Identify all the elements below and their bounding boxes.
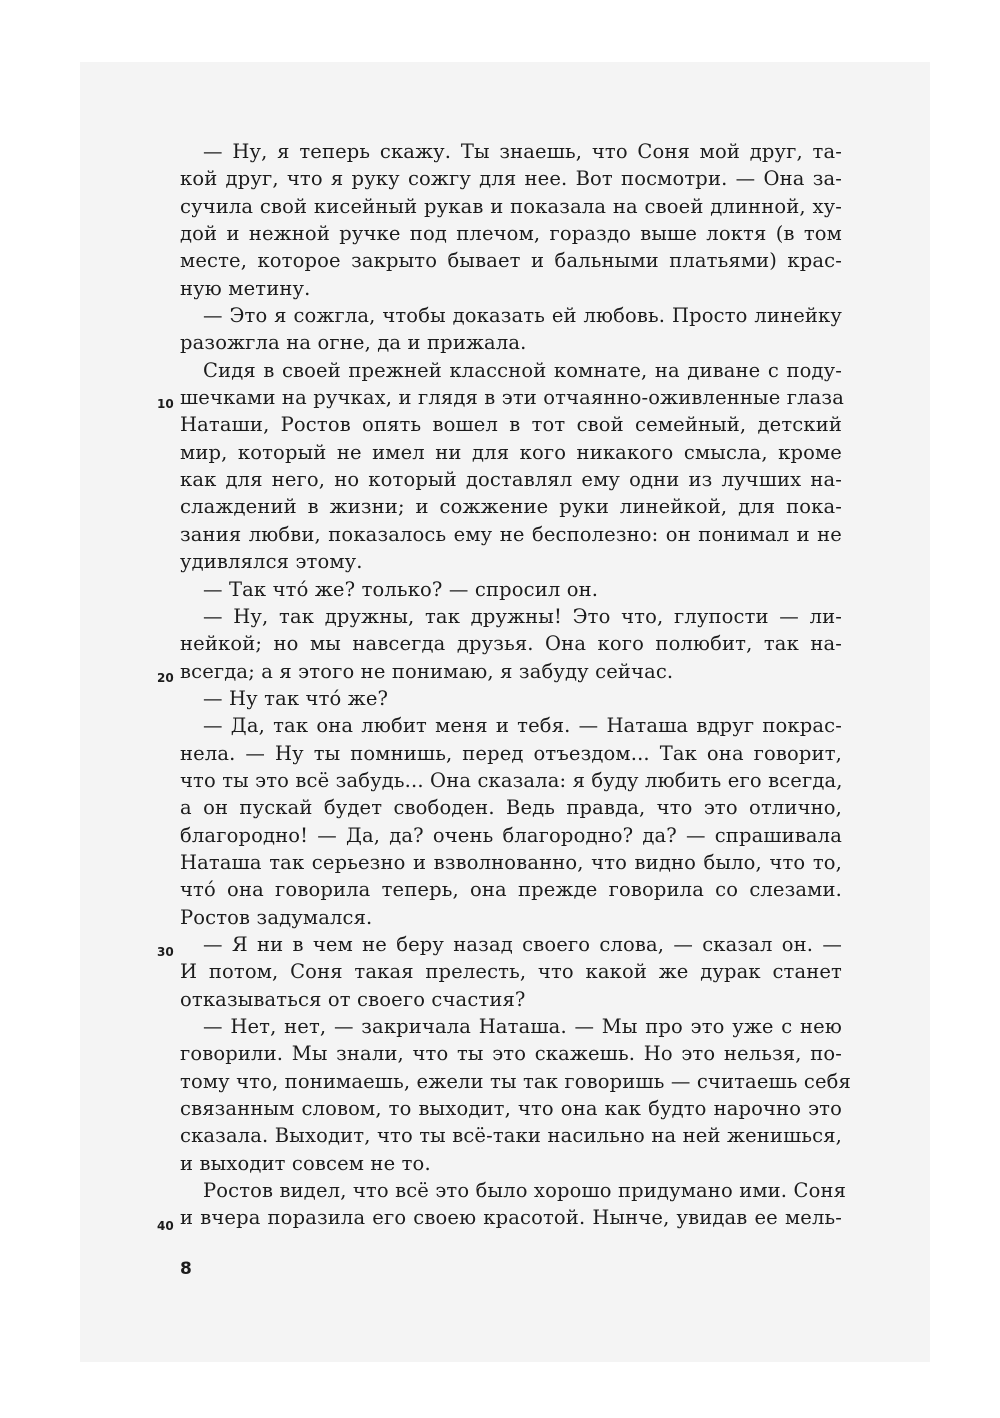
text-line: нейкой; но мы навсегда друзья. Она кого полюбит, так на-	[180, 632, 842, 656]
text-line: мир, который не имел ни для кого никакого смысла, кроме	[180, 440, 842, 464]
text-line: тому что, понимаешь, ежели ты так говоришь — считаешь себя	[180, 1069, 852, 1093]
text-line: слаждений в жизни; и сожжение руки линейкой, для пока-	[180, 495, 842, 519]
text-line: кой друг, что я руку сожгу для нее. Вот посмотри. — Она за-	[180, 167, 842, 191]
text-line: — Да, так она любит меня и тебя. — Наташа вдруг покрас-	[203, 714, 842, 738]
text-line: благородно! — Да, да? очень благородно? да? — спрашивала	[180, 823, 842, 847]
text-line: и вчера поразила его своею красотой. Нынче, увидав ее мель-	[180, 1206, 842, 1230]
text-line: месте, которое закрыто бывает и бальными платьями) крас-	[180, 249, 842, 273]
text-line: связанным словом, то выходит, что она как будто нарочно это	[180, 1097, 842, 1121]
text-line: — Ну, так дружны, так дружны! Это что, глупости — ли-	[203, 604, 842, 628]
text-line: всегда; а я этого не понимаю, я забуду сейчас.	[180, 659, 674, 683]
text-line: нела. — Ну ты помнишь, перед отъездом... Так она говорит,	[180, 741, 842, 765]
text-line: Ростов видел, что всё это было хорошо придумано ими. Соня	[203, 1179, 847, 1203]
text-line: — Ну, я теперь скажу. Ты знаешь, что Соня мой друг, та-	[203, 140, 842, 163]
text-line: сучила свой кисейный рукав и показала на своей длинной, ху-	[180, 194, 842, 218]
text-line: и выходит совсем не то.	[180, 1151, 431, 1175]
text-line: Ростов задумался.	[180, 905, 373, 929]
text-line: а он пускай будет свободен. Ведь правда, что это отлично,	[180, 796, 842, 820]
text-line: шечками на ручках, и глядя в эти отчаянно-оживленные глаза	[180, 386, 844, 410]
text-line: — Так что́ же? только? — спросил он.	[203, 577, 599, 601]
page-number: 8	[180, 1259, 192, 1279]
text-line: что́ она говорила теперь, она прежде говорила со слезами.	[180, 878, 842, 902]
text-line: — Это я сожгла, чтобы доказать ей любовь. Просто линейку	[203, 304, 842, 328]
margin-line-number: 30	[157, 945, 174, 959]
margin-line-number: 40	[157, 1219, 174, 1233]
text-line: разожгла на огне, да и прижала.	[180, 331, 527, 355]
text-line: как для него, но который доставлял ему одни из лучших на-	[180, 468, 842, 492]
text-line: — Нет, нет, — закричала Наташа. — Мы про это уже с нею	[203, 1015, 842, 1038]
text-line: И потом, Соня такая прелесть, что какой же дурак станет	[180, 960, 842, 984]
text-line: Наташи, Ростов опять вошел в тот свой семейный, детский	[180, 413, 842, 437]
text-line: отказываться от своего счастия?	[180, 987, 526, 1011]
text-line: удивлялся этому.	[180, 550, 363, 574]
text-line: дой и нежной ручке под плечом, гораздо выше локтя (в том	[180, 222, 842, 246]
margin-line-number: 20	[157, 671, 174, 685]
text-line: ную метину.	[180, 276, 311, 300]
text-line: говорили. Мы знали, что ты это скажешь. Но это нельзя, по-	[180, 1042, 842, 1066]
text-line: зания любви, показалось ему не бесполезно: он понимал и не	[180, 522, 842, 546]
text-line: — Я ни в чем не беру назад своего слова, — сказал он. —	[203, 932, 842, 956]
margin-line-number: 10	[157, 397, 174, 411]
text-line: что ты это всё забудь... Она сказала: я буду любить его всегда,	[180, 768, 843, 792]
text-line: Наташа так серьезно и взволнованно, что видно было, что то,	[180, 850, 842, 874]
text-line: Сидя в своей прежней классной комнате, на диване с поду-	[203, 358, 842, 382]
body-text	[180, 138, 852, 1232]
text-line: сказала. Выходит, что ты всё-таки насильно на ней женишься,	[180, 1124, 842, 1148]
text-line: — Ну так что́ же?	[203, 686, 389, 710]
